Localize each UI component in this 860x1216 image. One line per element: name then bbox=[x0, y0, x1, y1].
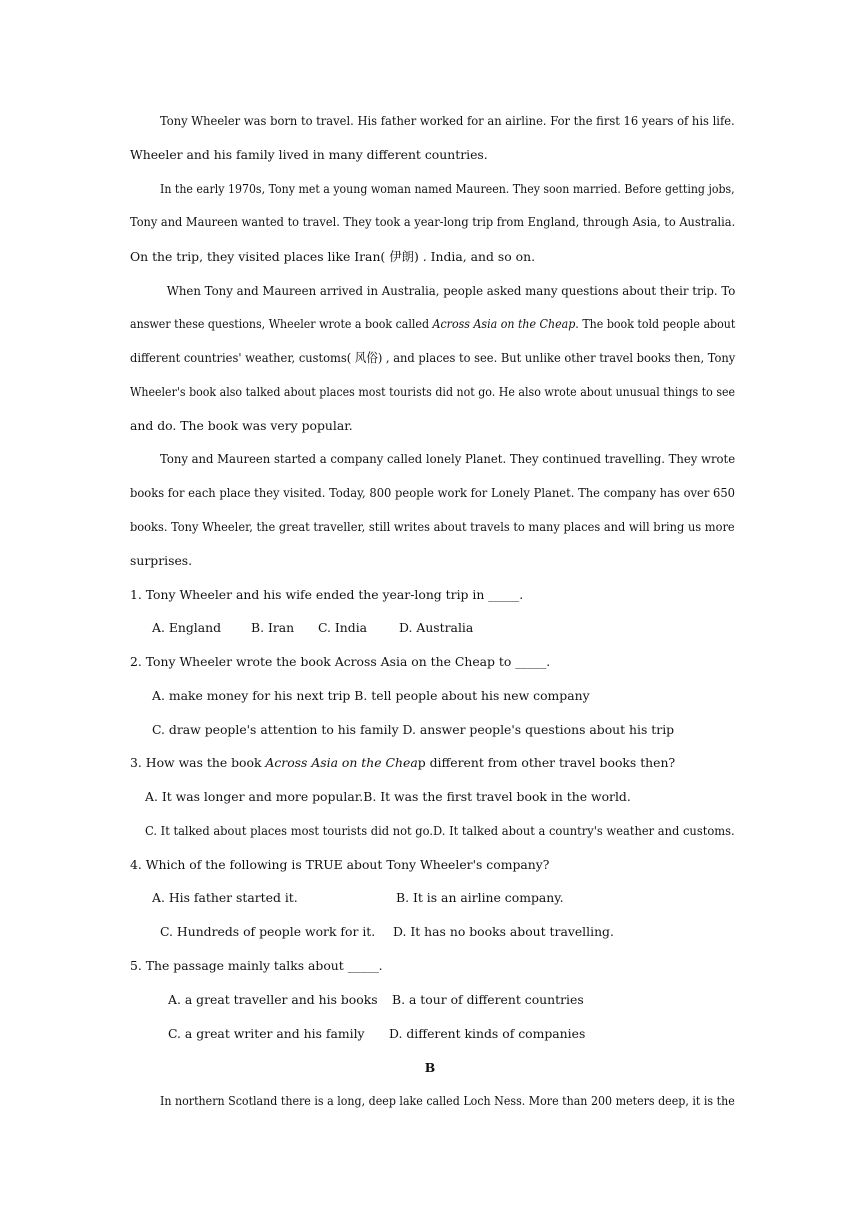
passage-a-p3-line2 bbox=[130, 316, 735, 332]
passage-a-p4-line2: books for each place they visited. Today, 800 people work for Lonely Planet. The company has over 650 bbox=[130, 485, 736, 500]
passage-a-p2-line3: On the trip, they visited places like Iran( 伊朗) . India, and so on. bbox=[130, 249, 536, 264]
book-title: Across Asia on the Cheap bbox=[432, 316, 576, 331]
question-3-book-title: Across Asia on the Chea bbox=[265, 755, 418, 770]
question-3-options-cd: C. It talked about places most tourists did not go.D. It talked about a country's weather and customs. bbox=[145, 823, 735, 838]
question-4-option-c: C. Hundreds of people work for it. bbox=[160, 924, 376, 939]
question-1: 1. Tony Wheeler and his wife ended the year-long trip in _____. bbox=[130, 587, 524, 602]
question-2: 2. Tony Wheeler wrote the book Across Asia on the Cheap to _____. bbox=[130, 654, 551, 669]
question-3 bbox=[130, 755, 675, 771]
question-5-option-d: D. different kinds of companies bbox=[389, 1026, 586, 1041]
passage-a-p4-line3: books. Tony Wheeler, the great traveller, still writes about travels to many places and will bring us more bbox=[130, 519, 735, 534]
section-heading-b: B bbox=[424, 1060, 436, 1075]
passage-a-p2-line2: Tony and Maureen wanted to travel. They took a year-long trip from England, through Asia, to Australia. bbox=[130, 214, 736, 229]
passage-b-p1-line1: In northern Scotland there is a long, deep lake called Loch Ness. More than 200 meters deep, it is the bbox=[160, 1093, 735, 1108]
question-1-option-a: A. England bbox=[152, 620, 222, 635]
question-2-options-cd: C. draw people's attention to his family D. answer people's questions about his trip bbox=[152, 722, 675, 737]
passage-a-p4-line1: Tony and Maureen started a company called lonely Planet. They continued travelling. They wrote bbox=[160, 451, 736, 466]
question-3-start: 3. How was the book bbox=[130, 755, 266, 770]
passage-a-p1-line1: Tony Wheeler was born to travel. His father worked for an airline. For the first 16 years of his life. bbox=[160, 113, 735, 128]
question-1-option-d: D. Australia bbox=[399, 620, 474, 635]
passage-a-p3-line4: Wheeler's book also talked about places most tourists did not go. He also wrote about unusual things to see bbox=[130, 384, 736, 399]
passage-a-p3-line1: When Tony and Maureen arrived in Australia, people asked many questions about their trip. To bbox=[163, 283, 736, 298]
question-4-option-d: D. It has no books about travelling. bbox=[393, 924, 614, 939]
question-3-end: p different from other travel books then? bbox=[417, 755, 676, 770]
passage-a-p3-line5: and do. The book was very popular. bbox=[130, 418, 353, 433]
passage-a-p1-line2: Wheeler and his family lived in many different countries. bbox=[130, 147, 488, 162]
passage-a-p3-line2-start: answer these questions, Wheeler wrote a book called bbox=[130, 316, 433, 331]
question-2-options-ab: A. make money for his next trip B. tell people about his new company bbox=[152, 688, 590, 703]
question-5-option-c: C. a great writer and his family bbox=[168, 1026, 365, 1041]
question-4: 4. Which of the following is TRUE about Tony Wheeler's company? bbox=[130, 857, 550, 872]
question-5-option-b: B. a tour of different countries bbox=[392, 992, 584, 1007]
passage-a-p2-line1: In the early 1970s, Tony met a young woman named Maureen. They soon married. Before getting jobs, bbox=[160, 181, 735, 196]
question-4-option-b: B. It is an airline company. bbox=[396, 890, 564, 905]
passage-a-p3-line3: different countries' weather, customs( 风俗) , and places to see. But unlike other travel books then, Tony bbox=[130, 350, 736, 365]
question-1-option-c: C. India bbox=[318, 620, 368, 635]
question-5-option-a: A. a great traveller and his books bbox=[168, 992, 378, 1007]
passage-a-p4-line4: surprises. bbox=[130, 553, 193, 568]
question-5: 5. The passage mainly talks about _____. bbox=[130, 958, 383, 973]
passage-a-p3-line2-end: . The book told people about bbox=[575, 316, 736, 331]
question-4-option-a: A. His father started it. bbox=[152, 890, 298, 905]
question-3-options-ab: A. It was longer and more popular.B. It was the first travel book in the world. bbox=[145, 789, 631, 804]
question-1-option-b: B. Iran bbox=[251, 620, 295, 635]
